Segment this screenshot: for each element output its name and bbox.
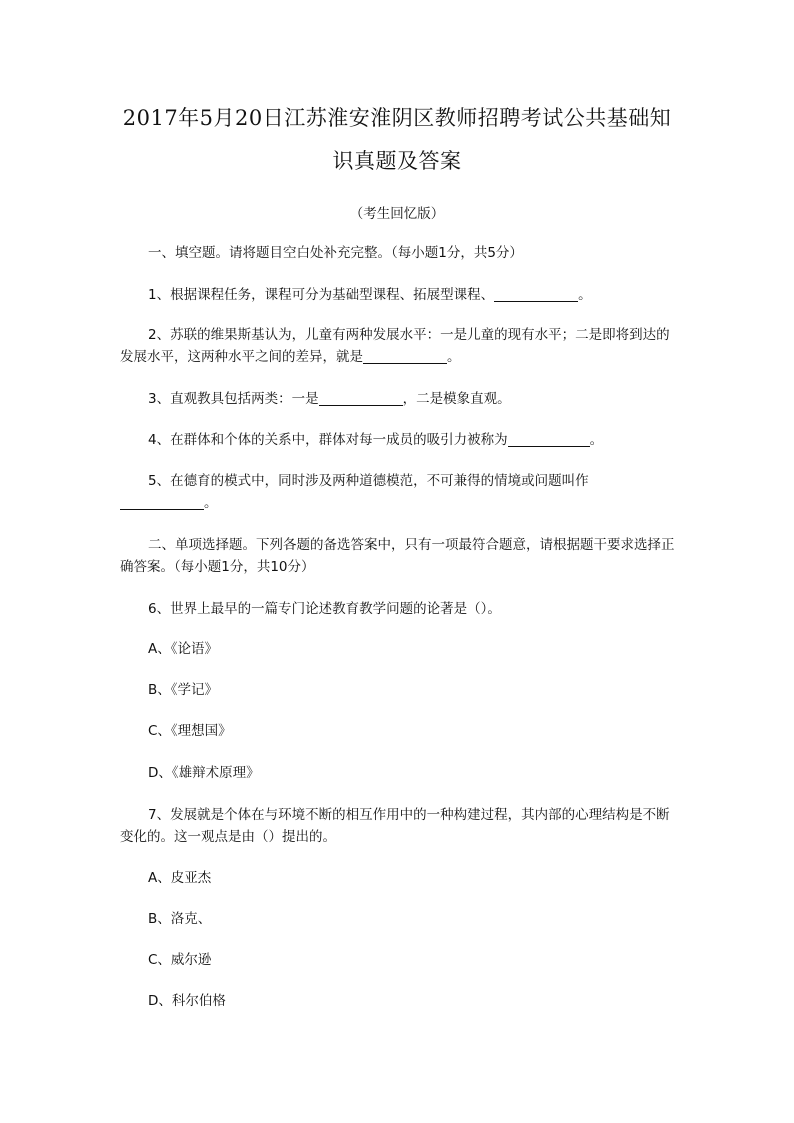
question-7-option-d: D、科尔伯格 <box>148 993 226 1009</box>
question-3-end: ，二是模象直观。 <box>402 391 511 407</box>
question-2-end: 。 <box>447 349 461 365</box>
section-heading-fill-in: 一、填空题。请将题目空白处补充完整。（每小题1分，共5分） <box>148 245 523 261</box>
section-heading-single-choice: 二、单项选择题。下列各题的备选答案中，只有一项最符合题意，请根据题干要求选择正确答案。（每小题1分，共10分） <box>120 537 675 575</box>
question-1-end: 。 <box>578 287 592 303</box>
question-6-stem: 6、世界上最早的一篇专门论述教育教学问题的论著是（）。 <box>148 601 501 617</box>
question-6-option-a: A、《论语》 <box>148 641 218 657</box>
answer-blank <box>319 391 403 406</box>
question-5-answer-line <box>120 492 680 514</box>
answer-blank <box>363 349 447 364</box>
answer-blank <box>120 495 204 510</box>
document-title-line-1: 2017年5月20日江苏淮安淮阴区教师招聘考试公共基础知 <box>122 106 672 130</box>
question-6-option-d: D、《雄辩术原理》 <box>148 765 260 781</box>
answer-blank <box>494 287 578 302</box>
question-3-text: 3、直观教具包括两类：一是 <box>148 391 319 407</box>
question-2 <box>120 324 680 368</box>
question-5-end: 。 <box>204 495 218 511</box>
question-6-option-c: C、《理想国》 <box>148 723 232 739</box>
question-2-text: 2、苏联的维果斯基认为，儿童有两种发展水平：一是儿童的现有水平；二是即将到达的发展水平，这两种水平之间的差异，就是 <box>120 327 670 365</box>
question-7-stem: 7、发展就是个体在与环境不断的相互作用中的一种构建过程，其内部的心理结构是不断变化的。这一观点是由（）提出的。 <box>120 807 670 845</box>
question-1 <box>120 284 680 306</box>
question-1-text: 1、根据课程任务，课程可分为基础型课程、拓展型课程、 <box>148 287 495 303</box>
question-4-end: 。 <box>589 432 604 448</box>
question-3 <box>120 388 680 410</box>
document-title-line-2: 识真题及答案 <box>332 149 462 173</box>
question-4-text: 4、在群体和个体的关系中，群体对每一成员的吸引力被称为 <box>148 432 508 448</box>
question-7-option-b: B、洛克、 <box>148 911 212 927</box>
answer-blank <box>508 432 590 447</box>
question-7-option-a: A、皮亚杰 <box>148 870 212 886</box>
question-7-option-c: C、威尔逊 <box>148 952 212 968</box>
document-subtitle: （考生回忆版） <box>349 206 445 222</box>
question-4 <box>120 429 680 451</box>
question-5 <box>120 470 680 492</box>
question-5-text: 5、在德育的模式中，同时涉及两种道德模范，不可兼得的情境或问题叫作 <box>148 473 589 489</box>
question-6-option-b: B、《学记》 <box>148 682 219 698</box>
